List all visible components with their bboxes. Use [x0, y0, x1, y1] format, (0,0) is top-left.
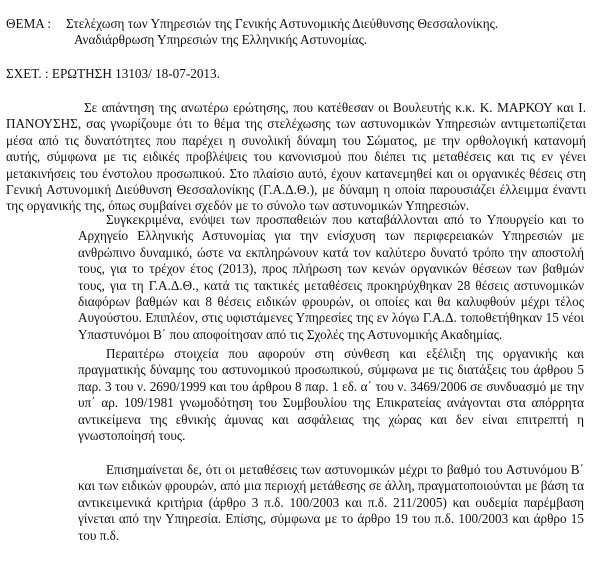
- paragraph-2: Συγκεκριμένα, ενόψει των προσπαθειών που καταβάλλονται από το Υπουργείο και το Αρχηγείο Ελληνικής Αστυνομίας για την ενίσχυση των περιφερειακών Υπηρεσιών με ανθρώπινο δυναμικό, ώστε να εκπληρώνουν κατά τον καλύτερο δυνατό τρόπο την αποστολή τους, για το τρέχον έτος (2013), προς πλήρωση των κενών οργανικών θέσεων των βαθμών τους, για τη Γ.Α.Δ.Θ., κατά τις τακτικές μεταθέσεις προκηρύχθηκαν 28 θέσεις αστυνομικών διαφόρων βαθμών και 8 θέσεις ειδικών φρουρών, οι οποίες και θα καλυφθούν μέχρι τέλος Αυγούστου. Επιπλέον, στις υφιστάμενες Υπηρεσίες της εν λόγω Γ.Α.Δ. τοποθετήθηκαν 15 νέοι Υπαστυνόμοι Β΄ που αποφοίτησαν από τις Σχολές της Αστυνομικής Ακαδημίας.: [78, 212, 584, 342]
- paragraph-3: Περαιτέρω στοιχεία που αφορούν στη σύνθεση και εξέλιξη της οργανικής και πραγματικής δύναμης του αστυνομικού προσωπικού, σύμφωνα με τις διατάξεις του άρθρου 5 παρ. 3 του ν. 2690/1999 και του άρθρου 8 παρ. 1 εδ. α΄ του ν. 3469/2006 σε συνδυασμό με την υπ΄ αρ. 109/1981 γνωμοδότηση του Συμβουλίου της Επικρατείας ανάγονται στα απόρρητα αντικείμενα της εθνικής άμυνας και ασφάλειας της χώρας και δεν είναι επιτρεπτή η γνωστοποίησή τους.: [78, 346, 584, 444]
- subject-line-1: [6, 16, 602, 32]
- paragraph-4: Επισημαίνεται δε, ότι οι μεταθέσεις των αστυνομικών μέχρι το βαθμό του Αστυνόμου Β΄ και των ειδικών φρουρών, από μια περιοχή μετάθεσης σε άλλη, πραγματοποιούνται με βάση τα αντικειμενικά κριτήρια (άρθρο 3 π.δ. 100/2003 και π.δ. 211/2005) και ουδεμία παρέμβαση γίνεται από την Υπηρεσία. Επίσης, σύμφωνα με το άρθρο 19 του π.δ. 100/2003 και άρθρο 15 του π.δ.: [78, 462, 584, 543]
- subject-text-1: Στελέχωση των Υπηρεσιών της Γενικής Αστυνομικής Διεύθυνσης Θεσσαλονίκης.: [66, 16, 499, 31]
- reference-text: ΕΡΩΤΗΣΗ 13103/ 18-07-2013.: [51, 66, 220, 81]
- reference-label: ΣΧΕΤ. :: [6, 66, 49, 81]
- subject-line-2: Αναδιάρθρωση Υπηρεσιών της Ελληνικής Αστυνομίας.: [74, 32, 368, 48]
- reference-line: [6, 66, 220, 82]
- subject-label: ΘΕΜΑ :: [6, 16, 52, 31]
- subject-block: [6, 16, 602, 49]
- paragraph-1: Σε απάντηση της ανωτέρω ερώτησης, που κατέθεσαν οι Βουλευτής κ.κ. Κ. ΜΑΡΚΟΥ και Ι. ΠΑΝΟΥΣΗΣ, σας γνωρίζουμε ότι το θέμα της στελέχωσης των αστυνομικών Υπηρεσιών αντιμετωπίζεται μέσα από τις δυνατότητες που παρέχει η συνολική δύναμη του Σώματος, με την ορθολογική κατανομή αυτής, σύμφωνα με τις ειδικές προβλέψεις του κανονισμού που διέπει τις μεταθέσεις και τις εν γένει μετακινήσεις του ένστολου προσωπικού. Στο πλαίσιο αυτό, έχουν κατανεμηθεί και οι οργανικές θέσεις στη Γενική Αστυνομική Διεύθυνση Θεσσαλονίκης (Γ.Α.Δ.Θ.), με δύναμη η οποία παρουσιάζει έλλειμμα έναντι της οργανικής της, όπως συμβαίνει σχεδόν με το σύνολο των αστυνομικών Υπηρεσιών.: [6, 100, 586, 214]
